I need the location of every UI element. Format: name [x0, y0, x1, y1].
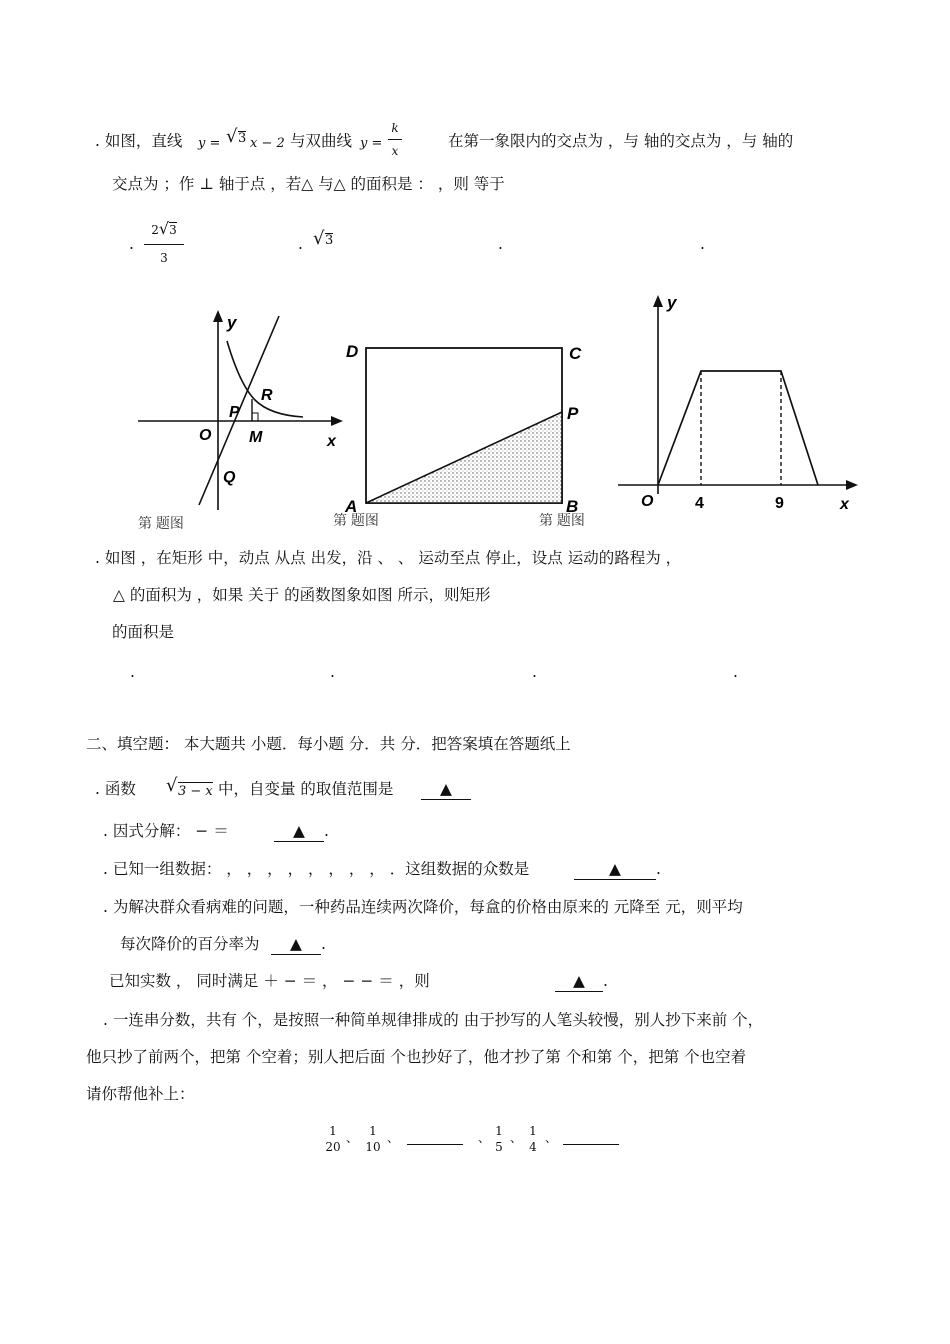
fig1-label-p: P: [229, 404, 240, 421]
fig2-shaded-triangle: [366, 412, 562, 503]
fig1-y-arrow-icon: [213, 310, 223, 322]
fig3-label-o: O: [641, 493, 654, 510]
fig1-label-o: O: [199, 427, 212, 444]
seq-sep-5: 、: [545, 1131, 558, 1145]
period: .: [656, 860, 661, 878]
seq-fraction-2-num: 1: [369, 1124, 377, 1138]
seq-fraction-3-den: 5: [495, 1140, 503, 1154]
fig2-label-c: C: [569, 344, 582, 363]
seq-fraction-3-num: 1: [495, 1124, 503, 1138]
sqrt-icon: √: [313, 228, 325, 249]
fig1-right-angle-icon: [252, 413, 258, 421]
q1-opt-a-fraction: [144, 219, 184, 265]
fill5-text: 已知实数 ， 同时满足 ＋ − ＝ ， − − ＝ ，则: [109, 972, 430, 990]
figures-area: [0, 280, 950, 535]
answer-mark-icon: ▲: [271, 934, 321, 955]
q2-opt-d: .: [733, 663, 738, 681]
seq-sep-4: 、: [510, 1131, 523, 1145]
q2-opt-a: .: [130, 663, 135, 681]
q2-line2: △ 的面积为 ，如果 关于 的函数图象如图 所示，则矩形: [113, 586, 491, 604]
figure-1: [138, 310, 343, 531]
fill6-line2: 他只抄了前两个，把第 个空着；别人把后面 个也抄好了，他才抄了第 个和第 个，把第 个也空着: [86, 1048, 747, 1066]
fill3-text: . 已知一组数据： ， ， ， ， ， ， ， ， ．这组数据的众数是: [103, 860, 530, 878]
period: .: [324, 822, 329, 840]
fig3-x-arrow-icon: [846, 480, 858, 490]
seq-fraction-2-den: 10: [365, 1140, 381, 1154]
q1-line-eq-rad: 3: [238, 131, 247, 146]
sqrt-icon: √: [226, 126, 238, 147]
sqrt-icon: √: [166, 775, 178, 796]
q1-hyp-y: y =: [360, 136, 383, 151]
q1-opt-b-rad: 3: [325, 233, 334, 248]
fill1-b: 中，自变量 的取值范围是: [218, 780, 394, 798]
q2-opt-c: .: [532, 663, 537, 681]
q1-line1-a: . 如图，直线: [95, 132, 183, 150]
seq-blank-1[interactable]: [407, 1144, 463, 1145]
fig1-label-r: R: [261, 387, 273, 404]
q1-line-eq-y: y =: [198, 136, 221, 151]
fill1-answer[interactable]: [421, 779, 471, 800]
period: .: [321, 935, 326, 953]
fill4-line2: 每次降价的百分率为: [120, 935, 260, 953]
q1-opt-a-dot: .: [129, 235, 134, 253]
fig3-caption: 第 题图: [539, 512, 585, 528]
seq-fraction-4-den: 4: [529, 1140, 537, 1154]
fill3-answer[interactable]: [574, 859, 661, 880]
seq-fraction-4: [526, 1124, 540, 1154]
q1-opt-d-dot: .: [700, 235, 705, 253]
fill4-line1: . 为解决群众看病难的问题，一种药品连续两次降价，每盒的价格由原来的 元降至 元，则平均: [103, 898, 743, 916]
q2-opt-b: .: [330, 663, 335, 681]
fill4-answer[interactable]: [271, 934, 326, 955]
seq-fraction-2: [362, 1124, 384, 1154]
fig3-graph: [658, 371, 818, 485]
q1-hyp-k: k: [391, 121, 399, 135]
fill6-line1: . 一连串分数，共有 个，是按照一种简单规律排成的 由于抄写的人笔头较慢，别人抄下来前 个，: [103, 1011, 764, 1029]
q1-opt-a-den: 3: [144, 244, 184, 265]
fill6-line3: 请你帮他补上：: [86, 1085, 195, 1103]
fig1-caption: 第 题图: [138, 515, 184, 531]
answer-mark-icon: ▲: [274, 821, 324, 842]
period: .: [603, 972, 608, 990]
q1-opt-a-rad: 3: [169, 223, 177, 237]
seq-sep-1: 、: [346, 1131, 359, 1145]
fig2-label-d: D: [346, 342, 359, 361]
q1-hyp-x: x: [388, 139, 402, 158]
fig2-label-p: P: [567, 404, 579, 423]
q1-line2: 交点为 ；作 ⊥ 轴于点 ，若△ 与△ 的面积是 ： ，则 等于: [112, 175, 505, 193]
q2-line1: . 如图 ，在矩形 中，动点 从点 出发，沿 、 、 运动至点 停止，设点 运动的路程为 ，: [95, 549, 682, 567]
fig2-label-b: B: [566, 497, 579, 516]
q1-line1-b: 与双曲线: [290, 132, 353, 150]
figure-3: [539, 293, 858, 528]
fig3-tick-9: 9: [775, 495, 784, 512]
seq-fraction-1-num: 1: [329, 1124, 337, 1138]
seq-sep-3: 、: [478, 1131, 491, 1145]
fig2-caption: 第 题图: [333, 512, 379, 528]
fig1-x-arrow-icon: [331, 416, 343, 426]
fill5-answer[interactable]: [555, 971, 608, 992]
sqrt-icon: √: [158, 219, 170, 238]
q1-line-eq-rest: x − 2: [250, 136, 285, 151]
q1-opt-a-num: 2: [151, 223, 159, 237]
answer-mark-icon: ▲: [555, 971, 603, 992]
seq-fraction-3: [492, 1124, 506, 1154]
fig3-label-y: y: [667, 293, 677, 312]
fill2-answer[interactable]: [274, 821, 329, 842]
fig3-label-x: x: [840, 496, 849, 513]
fill1-a: . 函数: [95, 780, 136, 798]
section2-heading: 二、填空题： 本大题共 小题．每小题 分．共 分．把答案填在答题纸上: [86, 735, 571, 753]
q1-hyp-fraction: [388, 121, 402, 158]
seq-sep-2: 、: [387, 1131, 400, 1145]
fig1-label-x: x: [327, 433, 336, 450]
seq-fraction-4-num: 1: [529, 1124, 537, 1138]
seq-fraction-1-den: 20: [325, 1140, 341, 1154]
fig1-label-y: y: [227, 313, 237, 332]
answer-mark-icon: ▲: [421, 779, 471, 800]
q1-opt-b-dot: .: [298, 235, 303, 253]
q1-opt-c-dot: .: [498, 235, 503, 253]
fig3-y-arrow-icon: [653, 295, 663, 307]
q1-line1-c: 在第一象限内的交点为 ，与 轴的交点为 ，与 轴的: [448, 132, 794, 150]
figure-2: [333, 342, 582, 528]
fill1-radicand: 3 − x: [178, 784, 213, 799]
seq-fraction-1: [322, 1124, 344, 1154]
seq-blank-2[interactable]: [563, 1144, 619, 1145]
fig1-label-q: Q: [223, 469, 236, 486]
fig1-label-m: M: [249, 429, 263, 446]
q2-line3: 的面积是: [112, 623, 175, 641]
fig3-tick-4: 4: [695, 495, 704, 512]
fig2-label-a: A: [345, 497, 358, 516]
fill2-text: . 因式分解： − ＝: [103, 822, 229, 840]
answer-mark-icon: ▲: [574, 859, 656, 880]
